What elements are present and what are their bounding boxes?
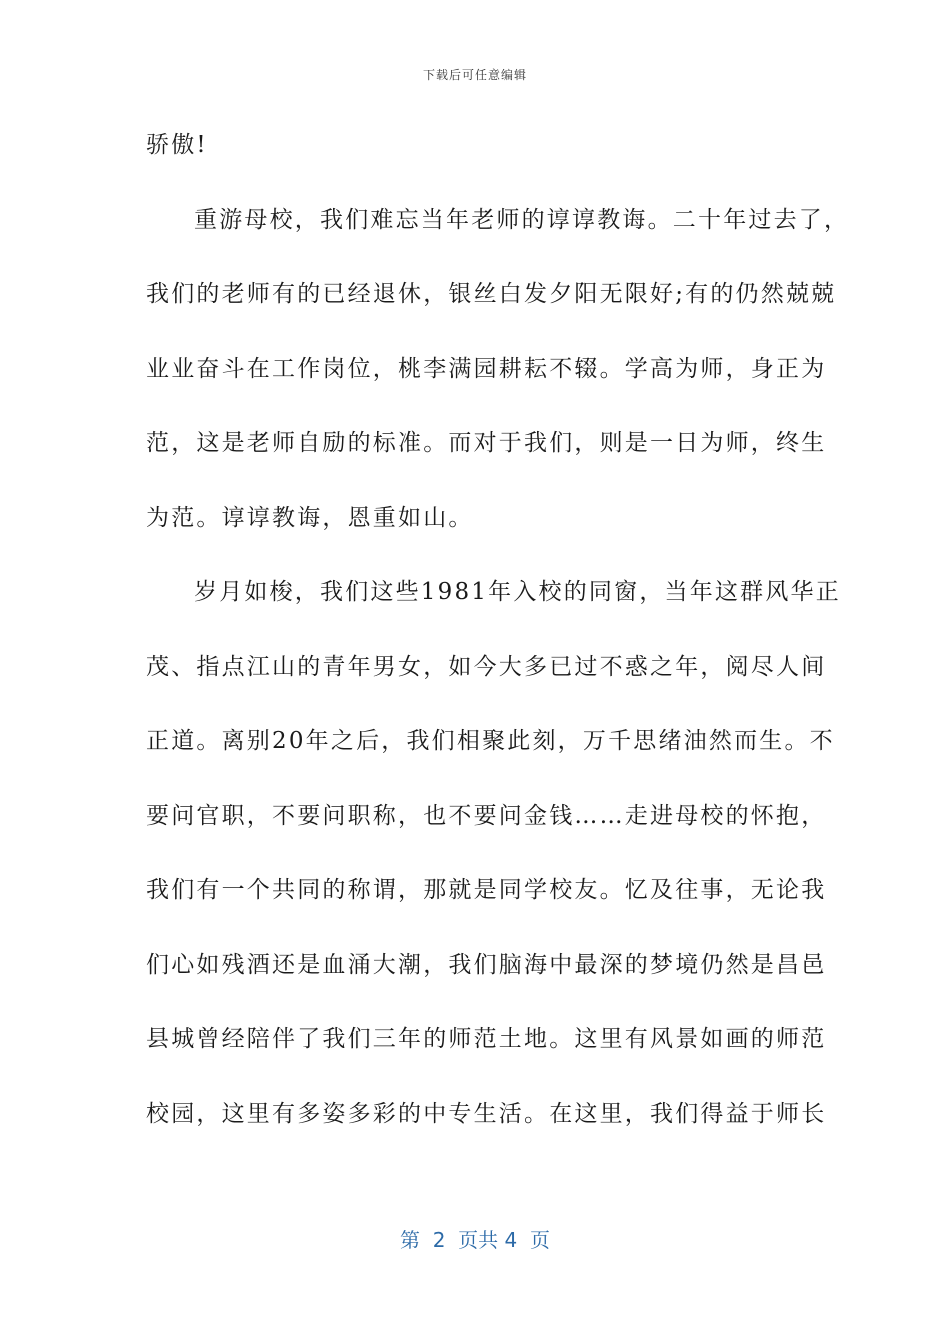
text-line-paragraph-start: 岁月如梭，我们这些1981年入校的同窗，当年这群风华正 (194, 579, 841, 605)
text-line: 校园，这里有多姿多彩的中专生活。在这里，我们得益于师长 (146, 1100, 827, 1127)
document-body (146, 118, 850, 1161)
text-line: 茂、指点江山的青年男女，如今大多已过不惑之年，阅尽人间 (146, 653, 827, 680)
text-line: 县城曾经陪伴了我们三年的师范土地。这里有风景如画的师范 (146, 1026, 827, 1052)
text-line-paragraph-start: 重游母校，我们难忘当年老师的谆谆教诲。二十年过去了， (194, 206, 850, 233)
text-line: 为范。谆谆教诲，恩重如山。 (146, 504, 474, 531)
text-line: 骄傲! (146, 132, 208, 158)
text-line: 正道。离别20年之后，我们相聚此刻，万千思绪油然而生。不 (146, 728, 835, 754)
text-line: 范，这是老师自励的标准。而对于我们，则是一日为师，终生 (146, 430, 827, 456)
text-line: 要问官职，不要问职称，也不要问金钱……走进母校的怀抱， (146, 802, 827, 829)
page-number-footer: 第 2 页共 4 页 (400, 1228, 550, 1252)
page-header-note: 下载后可任意编辑 (422, 68, 527, 82)
text-line: 我们有一个共同的称谓，那就是同学校友。忆及往事，无论我 (146, 877, 827, 903)
text-line: 我们的老师有的已经退休，银丝白发夕阳无限好;有的仍然兢兢 (146, 281, 837, 307)
text-line: 们心如残酒还是血涌大潮，我们脑海中最深的梦境仍然是昌邑 (146, 951, 827, 978)
text-line: 业业奋斗在工作岗位，桃李满园耕耘不辍。学高为师，身正为 (146, 355, 827, 382)
